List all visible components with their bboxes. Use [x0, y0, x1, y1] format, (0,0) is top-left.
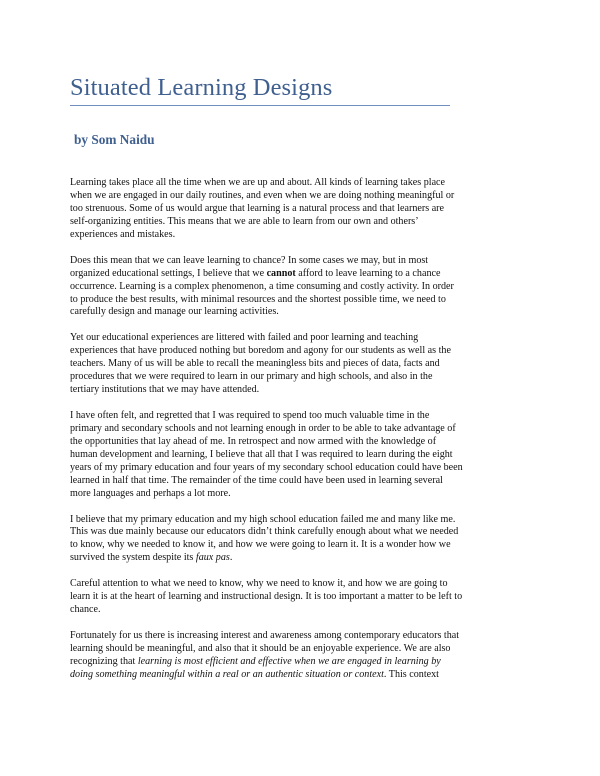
text-run: occurrence. Learning is a complex phenomenon, a time consuming and costly activity. In order [70, 280, 454, 292]
paragraph-line [70, 630, 530, 643]
text-run: . [229, 552, 233, 564]
paragraph-line [70, 268, 530, 281]
text-run: primary and secondary schools and not learning enough in order to be able to take advantage of [70, 422, 456, 434]
text-run: self-organizing entities. This means that we are able to learn from our own and others’ [70, 215, 419, 227]
paragraph-line [70, 294, 530, 307]
text-run: learn it is at the heart of learning and instructional design. It is too important a matter to be left to [70, 591, 463, 603]
text-run: carefully design and manage our learning activities. [70, 306, 279, 318]
text-run: recognizing that [70, 655, 138, 667]
text-run: cannot [266, 267, 296, 279]
paragraph-4 [70, 410, 530, 501]
paragraph-line [70, 488, 530, 501]
paragraph-line [70, 514, 530, 527]
text-run: learning is most efficient and effective when we are engaged in learning by [137, 655, 441, 667]
paragraph-line [70, 436, 530, 449]
paragraph-3 [70, 332, 530, 397]
paragraph-line [70, 384, 530, 397]
text-run: This was due mainly because our educators didn’t think carefully enough about what we needed [70, 526, 459, 538]
text-run: survived the system despite its [70, 552, 196, 564]
paragraph-line [70, 203, 530, 216]
text-run: learned in half that time. The remainder of the time could have been used in learning several [70, 474, 443, 486]
paragraph-line [70, 475, 530, 488]
document-body [70, 177, 530, 695]
paragraph-line [70, 332, 530, 345]
paragraph-2 [70, 255, 530, 320]
title-underline [70, 105, 450, 106]
text-run: . This context [383, 668, 439, 680]
text-run: Does this mean that we can leave learning to chance? In some cases we may, but in most [70, 254, 429, 266]
text-run: learning should be meaningful, and also that it should be an enjoyable experience. We are also [70, 642, 451, 654]
text-run: doing something meaningful within a real or an authentic situation or context [70, 668, 384, 680]
paragraph-line [70, 669, 530, 682]
text-run: organized educational settings, I believe that we [70, 267, 267, 279]
text-run: to know, why we needed to know it, and how we were going to learn it. It is a wonder how we [70, 539, 451, 551]
text-run: faux pas [195, 552, 230, 564]
text-run: experiences that have produced nothing but boredom and agony for our students as well as the [70, 345, 451, 357]
paragraph-line [70, 578, 530, 591]
paragraph-line [70, 371, 530, 384]
text-run: when we are engaged in our daily routines, and even when we are doing nothing meaningful or [70, 189, 455, 201]
paragraph-5 [70, 514, 530, 566]
text-run: chance. [70, 604, 101, 616]
paragraph-line [70, 591, 530, 604]
text-run: I believe that my primary education and my high school education failed me and many like me. [70, 513, 456, 525]
text-run: afford to leave learning to a chance [295, 267, 441, 279]
paragraph-1 [70, 177, 530, 242]
text-run: Learning takes place all the time when we are up and about. All kinds of learning takes place [70, 177, 446, 188]
paragraph-line [70, 255, 530, 268]
paragraph-line [70, 190, 530, 203]
document-title: Situated Learning Designs [70, 74, 333, 101]
paragraph-7 [70, 630, 530, 682]
paragraph-line [70, 345, 530, 358]
paragraph-6 [70, 578, 530, 617]
paragraph-line [70, 656, 530, 669]
text-run: experiences and mistakes. [70, 228, 176, 240]
text-run: procedures that we were required to learn in our primary and high schools, and also in the [70, 371, 433, 383]
paragraph-line [70, 216, 530, 229]
paragraph-line [70, 526, 530, 539]
text-run: too strenuous. Some of us would argue that learning is a natural process and that learners are [70, 202, 445, 214]
paragraph-line [70, 229, 530, 242]
paragraph-line [70, 604, 530, 617]
paragraph-line [70, 449, 530, 462]
text-run: more languages and perhaps a lot more. [70, 487, 231, 499]
text-run: Careful attention to what we need to know, why we need to know it, and how we are going to [70, 578, 448, 590]
text-run: to produce the best results, with minimal resources and the shortest possible time, we need to [70, 293, 446, 305]
paragraph-line [70, 643, 530, 656]
text-run: teachers. Many of us will be able to recall the meaningless bits and pieces of data, facts and [70, 358, 440, 370]
paragraph-line [70, 539, 530, 552]
text-run: years of my primary education and four years of my secondary school education could have been [70, 461, 463, 473]
paragraph-line [70, 410, 530, 423]
paragraph-line [70, 177, 530, 190]
text-run: I have often felt, and regretted that I was required to spend too much valuable time in the [70, 409, 430, 421]
text-run: Yet our educational experiences are littered with failed and poor learning and teaching [70, 332, 419, 344]
text-run: tertiary institutions that we may have attended. [70, 384, 260, 396]
paragraph-line [70, 462, 530, 475]
author-byline: by Som Naidu [74, 132, 155, 147]
text-run: human development and learning, I believe that all that I was required to learn during the eight [70, 448, 453, 460]
paragraph-line [70, 552, 530, 565]
text-run: Fortunately for us there is increasing interest and awareness among contemporary educators that [70, 629, 460, 641]
paragraph-line [70, 423, 530, 436]
text-run: the opportunities that lay ahead of me. In retrospect and now armed with the knowledge of [70, 435, 437, 447]
paragraph-line [70, 358, 530, 371]
paragraph-line [70, 306, 530, 319]
paragraph-line [70, 281, 530, 294]
